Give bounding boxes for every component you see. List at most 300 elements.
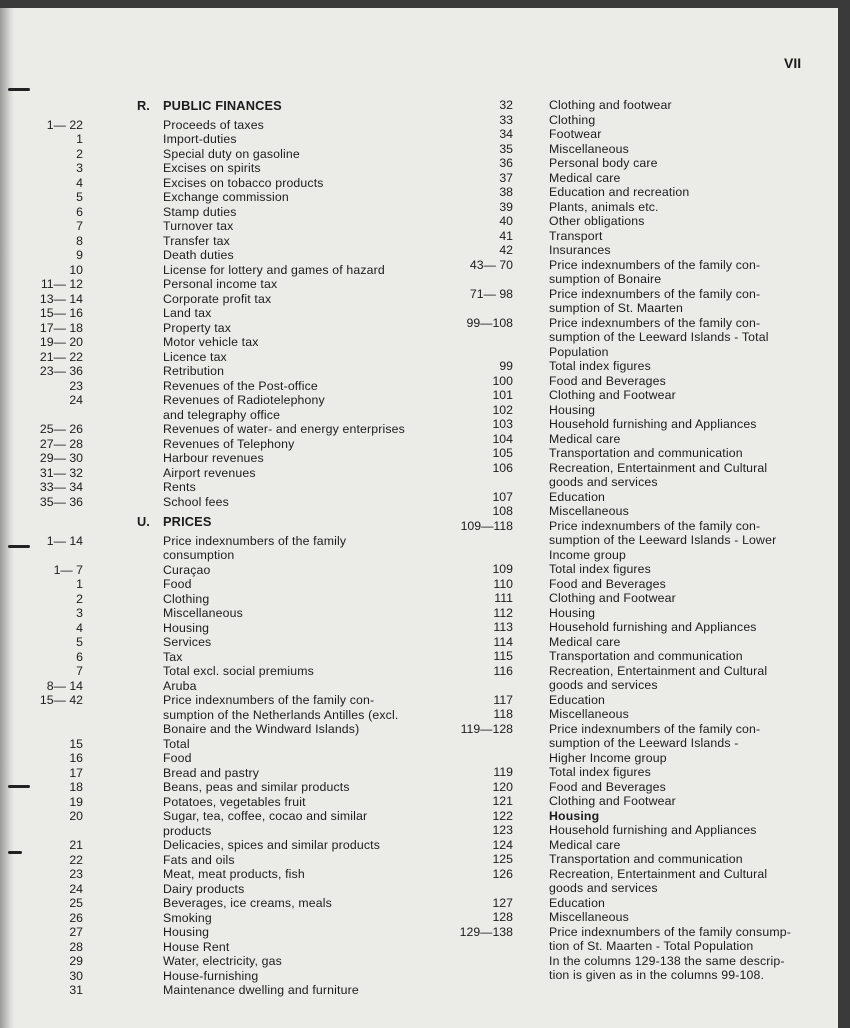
table-number: 28 xyxy=(69,939,83,954)
table-number: 106 xyxy=(492,460,513,475)
table-title: sumption of the Leeward Islands - Lower xyxy=(549,533,777,547)
table-entry-row xyxy=(20,679,420,694)
table-title: License for lottery and games of hazard xyxy=(163,262,385,277)
table-number: 15— 16 xyxy=(39,306,83,320)
table-title: Transportation and communication xyxy=(549,446,743,460)
table-number: 24 xyxy=(69,393,83,407)
table-entry-row xyxy=(20,248,420,263)
table-entry-row xyxy=(20,708,420,723)
margin-mark xyxy=(8,88,30,91)
table-entry-row xyxy=(20,780,420,795)
table-entry-row xyxy=(440,142,820,157)
table-title: Personal body care xyxy=(549,156,658,170)
table-entry-row xyxy=(440,693,820,708)
table-entry-row xyxy=(440,577,820,592)
table-title: Services xyxy=(163,635,212,649)
table-number: 107 xyxy=(492,489,513,504)
table-entry-row xyxy=(440,200,820,215)
table-title: Excises on spirits xyxy=(163,161,261,175)
table-number: 99—108 xyxy=(466,315,513,330)
table-entry-row xyxy=(20,940,420,955)
table-number: 110 xyxy=(493,576,513,591)
table-entry-row xyxy=(20,606,420,621)
table-title: Food and Beverages xyxy=(549,576,666,591)
table-number: 121 xyxy=(492,794,513,808)
table-title: Clothing xyxy=(549,112,596,127)
table-title: Income group xyxy=(549,547,626,562)
table-title: Special duty on gasoline xyxy=(163,146,300,161)
table-entry-row xyxy=(20,882,420,897)
table-number: 31 xyxy=(69,983,83,997)
table-title: Miscellaneous xyxy=(549,141,629,156)
table-title: Bonaire and the Windward Islands) xyxy=(163,722,360,736)
table-number: 5 xyxy=(76,190,83,204)
table-title: and telegraphy office xyxy=(163,407,281,422)
table-entry-row xyxy=(440,751,820,766)
table-title: Smoking xyxy=(163,910,212,925)
table-number: 33 xyxy=(499,112,513,127)
table-title: Price indexnumbers of the family con- xyxy=(549,315,761,330)
table-entry-row xyxy=(440,171,820,186)
table-title: Exchange commission xyxy=(163,190,289,204)
table-title: Harbour revenues xyxy=(163,451,264,465)
table-entry-row xyxy=(440,664,820,679)
table-title: Dairy products xyxy=(163,881,245,896)
table-number: 16 xyxy=(69,751,83,765)
table-title: Tax xyxy=(163,649,183,664)
table-title: Household furnishing and Appliances xyxy=(549,823,757,837)
table-number: 127 xyxy=(492,895,513,910)
table-title: Recreation, Entertainment and Cultural xyxy=(549,866,768,881)
table-title: Transport xyxy=(549,228,603,243)
table-number: 71— 98 xyxy=(469,286,513,301)
table-number: 22 xyxy=(69,852,83,867)
table-title: Property tax xyxy=(163,320,232,335)
table-title: Housing xyxy=(163,620,210,635)
table-entry-row xyxy=(20,693,420,708)
table-title: Price indexnumbers of the family con- xyxy=(549,257,761,272)
table-title: goods and services xyxy=(549,881,658,895)
table-entry-row xyxy=(440,446,820,461)
table-entry-row xyxy=(440,272,820,287)
table-number: 1— 22 xyxy=(46,117,83,132)
table-title: Clothing and Footwear xyxy=(549,591,676,605)
table-number: 27— 28 xyxy=(39,436,83,451)
table-entry-row xyxy=(440,229,820,244)
table-number: 27 xyxy=(69,925,83,939)
table-entry-row xyxy=(20,838,420,853)
table-title: Education xyxy=(549,692,606,707)
table-number: 42 xyxy=(499,243,513,257)
table-entry-row xyxy=(20,867,420,882)
table-title: Insurances xyxy=(549,243,611,257)
table-entry-row xyxy=(440,794,820,809)
table-entry-row xyxy=(440,591,820,606)
table-number: 36 xyxy=(499,156,513,170)
table-title: Beverages, ice creams, meals xyxy=(163,896,332,910)
table-title: Food and Beverages xyxy=(549,779,666,794)
table-title: Housing xyxy=(549,402,596,417)
table-entry-row xyxy=(440,635,820,650)
table-number: 1 xyxy=(76,132,83,146)
table-number: 2 xyxy=(76,146,83,161)
table-title: Other obligations xyxy=(549,214,645,228)
table-number: 119 xyxy=(493,765,513,779)
table-entry-row xyxy=(20,766,420,781)
table-entry-row xyxy=(440,127,820,142)
table-title: Price indexnumbers of the family con- xyxy=(549,518,761,533)
table-entry-row xyxy=(20,466,420,481)
table-number: 33— 34 xyxy=(39,480,83,494)
table-title: Total excl. social premiums xyxy=(163,664,314,678)
table-entry-row xyxy=(440,98,820,113)
table-number: 7 xyxy=(76,664,83,678)
table-title: Recreation, Entertainment and Cultural xyxy=(549,663,768,678)
table-entry-row xyxy=(440,185,820,200)
table-entry-row xyxy=(20,635,420,650)
table-entry-row xyxy=(440,896,820,911)
table-number: 38 xyxy=(499,185,513,199)
table-entry-row xyxy=(440,809,820,824)
table-title: Curaçao xyxy=(163,562,211,577)
table-number: 17 xyxy=(69,765,83,780)
table-number: 10 xyxy=(69,262,83,277)
table-entry-row xyxy=(440,838,820,853)
table-title: Higher Income group xyxy=(549,750,667,765)
table-title: Sugar, tea, coffee, cocao and similar xyxy=(163,809,368,823)
table-title: Revenues of the Post-office xyxy=(163,378,318,393)
table-number: 109—118 xyxy=(460,518,513,533)
table-title: Revenues of water- and energy enterprises xyxy=(163,422,405,436)
table-entry-row xyxy=(20,809,420,824)
table-entry-row xyxy=(20,451,420,466)
table-entry-row xyxy=(20,379,420,394)
table-entry-row xyxy=(20,263,420,278)
table-title: Airport revenues xyxy=(163,465,256,480)
table-entry-row xyxy=(440,620,820,635)
table-number: 29 xyxy=(69,954,83,968)
table-number: 35 xyxy=(499,141,513,156)
table-number: 29— 30 xyxy=(39,451,83,465)
table-title: In the columns 129-138 the same descrip- xyxy=(549,953,785,968)
table-entry-row xyxy=(20,495,420,510)
table-title: Excises on tobacco products xyxy=(163,175,324,190)
table-number: 18 xyxy=(69,780,83,794)
table-entry-row xyxy=(440,954,820,969)
table-title: Housing xyxy=(163,925,210,939)
table-number: 113 xyxy=(493,620,513,634)
table-title: Education xyxy=(549,895,606,910)
table-title: sumption of St. Maarten xyxy=(549,301,683,315)
right-column xyxy=(440,98,820,983)
table-entry-row xyxy=(20,664,420,679)
table-number: 111 xyxy=(494,591,513,605)
table-title: Meat, meat products, fish xyxy=(163,867,305,881)
table-number: 24 xyxy=(69,881,83,896)
table-number: 31— 32 xyxy=(39,465,83,480)
table-entry-row xyxy=(20,911,420,926)
table-entry-row xyxy=(20,563,420,578)
table-number: 99 xyxy=(499,359,513,373)
table-title: sumption of Bonaire xyxy=(549,272,662,286)
table-title: Clothing and footwear xyxy=(549,98,672,112)
table-number: 2 xyxy=(76,591,83,606)
table-title: Water, electricity, gas xyxy=(163,954,282,968)
section-label: U. xyxy=(137,514,150,529)
table-title: Education xyxy=(549,489,606,504)
table-entry-row xyxy=(440,156,820,171)
table-entry-row xyxy=(20,205,420,220)
table-entry-row xyxy=(440,432,820,447)
table-title: Food and Beverages xyxy=(549,373,666,388)
left-column xyxy=(20,99,420,998)
table-title: Death duties xyxy=(163,248,234,262)
table-title: sumption of the Leeward Islands - xyxy=(549,736,739,750)
table-number: 9 xyxy=(76,248,83,262)
table-number: 125 xyxy=(492,852,513,866)
table-entry-row xyxy=(440,388,820,403)
table-title: Price indexnumbers of the family con- xyxy=(163,693,375,707)
table-number: 21 xyxy=(69,838,83,852)
table-title: Miscellaneous xyxy=(163,606,243,620)
table-number: 26 xyxy=(69,910,83,925)
table-title: sumption of the Leeward Islands - Total xyxy=(549,330,769,344)
table-title: Miscellaneous xyxy=(549,504,629,518)
table-entry-row xyxy=(20,132,420,147)
table-number: 8 xyxy=(76,233,83,248)
table-number: 25— 26 xyxy=(39,422,83,436)
table-entry-row xyxy=(440,606,820,621)
table-number: 112 xyxy=(493,605,513,620)
table-title: Housing xyxy=(549,808,600,823)
table-number: 117 xyxy=(493,692,513,707)
table-entry-row xyxy=(20,534,420,549)
table-entry-row xyxy=(440,403,820,418)
table-entry-row xyxy=(20,321,420,336)
table-entry-row xyxy=(440,461,820,476)
table-title: Potatoes, vegetables fruit xyxy=(163,794,306,809)
table-number: 4 xyxy=(76,620,83,635)
table-entry-row xyxy=(440,316,820,331)
table-number: 119—128 xyxy=(460,721,513,736)
table-entry-row xyxy=(20,364,420,379)
table-title: Rents xyxy=(163,480,196,494)
table-number: 37 xyxy=(499,170,513,185)
table-number: 103 xyxy=(492,417,513,431)
table-entry-row xyxy=(20,422,420,437)
table-title: Total index figures xyxy=(549,359,651,373)
table-title: School fees xyxy=(163,494,229,509)
table-entry-row xyxy=(440,722,820,737)
table-number: 120 xyxy=(492,779,513,794)
table-number: 100 xyxy=(492,373,513,388)
table-title: Motor vehicle tax xyxy=(163,335,259,349)
table-entry-row xyxy=(20,277,420,292)
table-number: 126 xyxy=(492,866,513,881)
section-label: R. xyxy=(137,98,150,113)
table-number: 43— 70 xyxy=(469,257,513,272)
table-entry-row xyxy=(20,737,420,752)
table-entry-row xyxy=(440,562,820,577)
table-title: Food xyxy=(163,577,192,591)
table-title: products xyxy=(163,823,212,838)
page-binding xyxy=(0,8,14,1028)
table-number: 118 xyxy=(493,707,513,721)
table-number: 128 xyxy=(492,910,513,924)
table-entry-row xyxy=(440,214,820,229)
table-title: Total xyxy=(163,736,190,751)
table-number: 40 xyxy=(499,214,513,228)
table-number: 41 xyxy=(499,228,513,243)
table-entry-row xyxy=(20,650,420,665)
table-entry-row xyxy=(20,824,420,839)
table-title: Miscellaneous xyxy=(549,910,629,924)
table-title: Personal income tax xyxy=(163,277,278,291)
table-entry-row xyxy=(440,881,820,896)
table-number: 6 xyxy=(76,204,83,219)
table-entry-row xyxy=(440,417,820,432)
table-number: 3 xyxy=(76,161,83,175)
table-number: 23— 36 xyxy=(39,364,83,378)
table-title: Corporate profit tax xyxy=(163,291,272,306)
table-entry-row xyxy=(440,490,820,505)
table-title: consumption xyxy=(163,548,235,562)
table-entry-row xyxy=(440,765,820,780)
table-title: Total index figures xyxy=(549,562,651,576)
table-number: 13— 14 xyxy=(39,291,83,306)
table-entry-row xyxy=(440,910,820,925)
table-title: Stamp duties xyxy=(163,204,237,219)
table-title: Medical care xyxy=(549,170,621,185)
table-number: 1— 7 xyxy=(53,562,83,577)
table-entry-row xyxy=(440,113,820,128)
table-entry-row xyxy=(20,335,420,350)
table-title: Housing xyxy=(549,605,596,620)
table-entry-row xyxy=(440,345,820,360)
table-number: 17— 18 xyxy=(39,320,83,335)
table-title: Price indexnumbers of the family consump- xyxy=(549,924,791,939)
page-number: VII xyxy=(784,55,802,71)
table-entry-row xyxy=(20,621,420,636)
table-title: Retribution xyxy=(163,364,225,378)
table-number: 19— 20 xyxy=(39,335,83,349)
table-number: 101 xyxy=(492,388,513,402)
table-title: Population xyxy=(549,344,609,359)
table-entry-row xyxy=(20,393,420,408)
table-entry-row xyxy=(20,853,420,868)
table-number: 25 xyxy=(69,896,83,910)
table-entry-row xyxy=(20,350,420,365)
table-entry-row xyxy=(440,258,820,273)
table-number: 123 xyxy=(492,823,513,837)
table-entry-row xyxy=(440,374,820,389)
table-title: Footwear xyxy=(549,127,602,141)
section-heading xyxy=(20,515,420,530)
table-title: House Rent xyxy=(163,939,230,954)
table-title: tion of St. Maarten - Total Population xyxy=(549,939,754,953)
table-title: Transportation and communication xyxy=(549,852,743,866)
table-entry-row xyxy=(440,287,820,302)
table-number: 4 xyxy=(76,175,83,190)
table-entry-row xyxy=(440,504,820,519)
table-entry-row xyxy=(20,147,420,162)
table-title: tion is given as in the columns 99-108. xyxy=(549,968,765,982)
table-entry-row xyxy=(20,437,420,452)
table-entry-row xyxy=(20,190,420,205)
table-number: 8— 14 xyxy=(46,678,83,693)
table-entry-row xyxy=(20,795,420,810)
table-entry-row xyxy=(440,852,820,867)
table-entry-row xyxy=(20,925,420,940)
table-number: 34 xyxy=(499,127,513,141)
table-title: Bread and pastry xyxy=(163,765,260,780)
table-title: Total index figures xyxy=(549,765,651,779)
table-number: 122 xyxy=(492,808,513,823)
table-title: sumption of the Netherlands Antilles (excl. xyxy=(163,707,399,722)
table-entry-row xyxy=(440,359,820,374)
table-entry-row xyxy=(440,548,820,563)
table-title: Licence tax xyxy=(163,349,227,364)
table-title: Clothing and Footwear xyxy=(549,794,676,808)
table-number: 115 xyxy=(493,649,513,663)
table-title: Medical care xyxy=(549,634,621,649)
table-title: Medical care xyxy=(549,837,621,852)
table-entry-row xyxy=(440,925,820,940)
table-entry-row xyxy=(20,480,420,495)
table-number: 23 xyxy=(69,867,83,881)
table-number: 21— 22 xyxy=(39,349,83,364)
table-number: 108 xyxy=(492,504,513,518)
table-entry-row xyxy=(20,306,420,321)
table-entry-row xyxy=(20,118,420,133)
table-entry-row xyxy=(440,475,820,490)
table-number: 20 xyxy=(69,809,83,823)
table-entry-row xyxy=(440,649,820,664)
table-title: Revenues of Radiotelephony xyxy=(163,393,325,407)
table-entry-row xyxy=(20,234,420,249)
table-title: Clothing xyxy=(163,591,210,606)
table-number: 30 xyxy=(69,968,83,983)
table-title: Recreation, Entertainment and Cultural xyxy=(549,460,768,475)
table-title: Land tax xyxy=(163,306,212,320)
table-entry-row xyxy=(440,301,820,316)
table-entry-row xyxy=(20,548,420,563)
table-entry-row xyxy=(20,292,420,307)
table-title: Turnover tax xyxy=(163,219,234,233)
table-number: 1 xyxy=(76,577,83,591)
table-number: 116 xyxy=(493,663,513,678)
table-title: Price indexnumbers of the family xyxy=(163,533,347,548)
table-number: 3 xyxy=(76,606,83,620)
table-entry-row xyxy=(20,408,420,423)
table-title: Plants, animals etc. xyxy=(549,199,659,214)
table-entry-row xyxy=(440,678,820,693)
table-entry-row xyxy=(20,751,420,766)
table-title: Household furnishing and Appliances xyxy=(549,620,757,634)
table-entry-row xyxy=(20,592,420,607)
table-title: Revenues of Telephony xyxy=(163,436,295,451)
table-entry-row xyxy=(20,161,420,176)
table-title: Fats and oils xyxy=(163,852,235,867)
table-entry-row xyxy=(20,983,420,998)
table-entry-row xyxy=(20,954,420,969)
table-title: Transportation and communication xyxy=(549,649,743,663)
table-entry-row xyxy=(20,722,420,737)
table-title: Aruba xyxy=(163,678,197,693)
table-entry-row xyxy=(440,867,820,882)
table-entry-row xyxy=(440,533,820,548)
table-entry-row xyxy=(440,968,820,983)
